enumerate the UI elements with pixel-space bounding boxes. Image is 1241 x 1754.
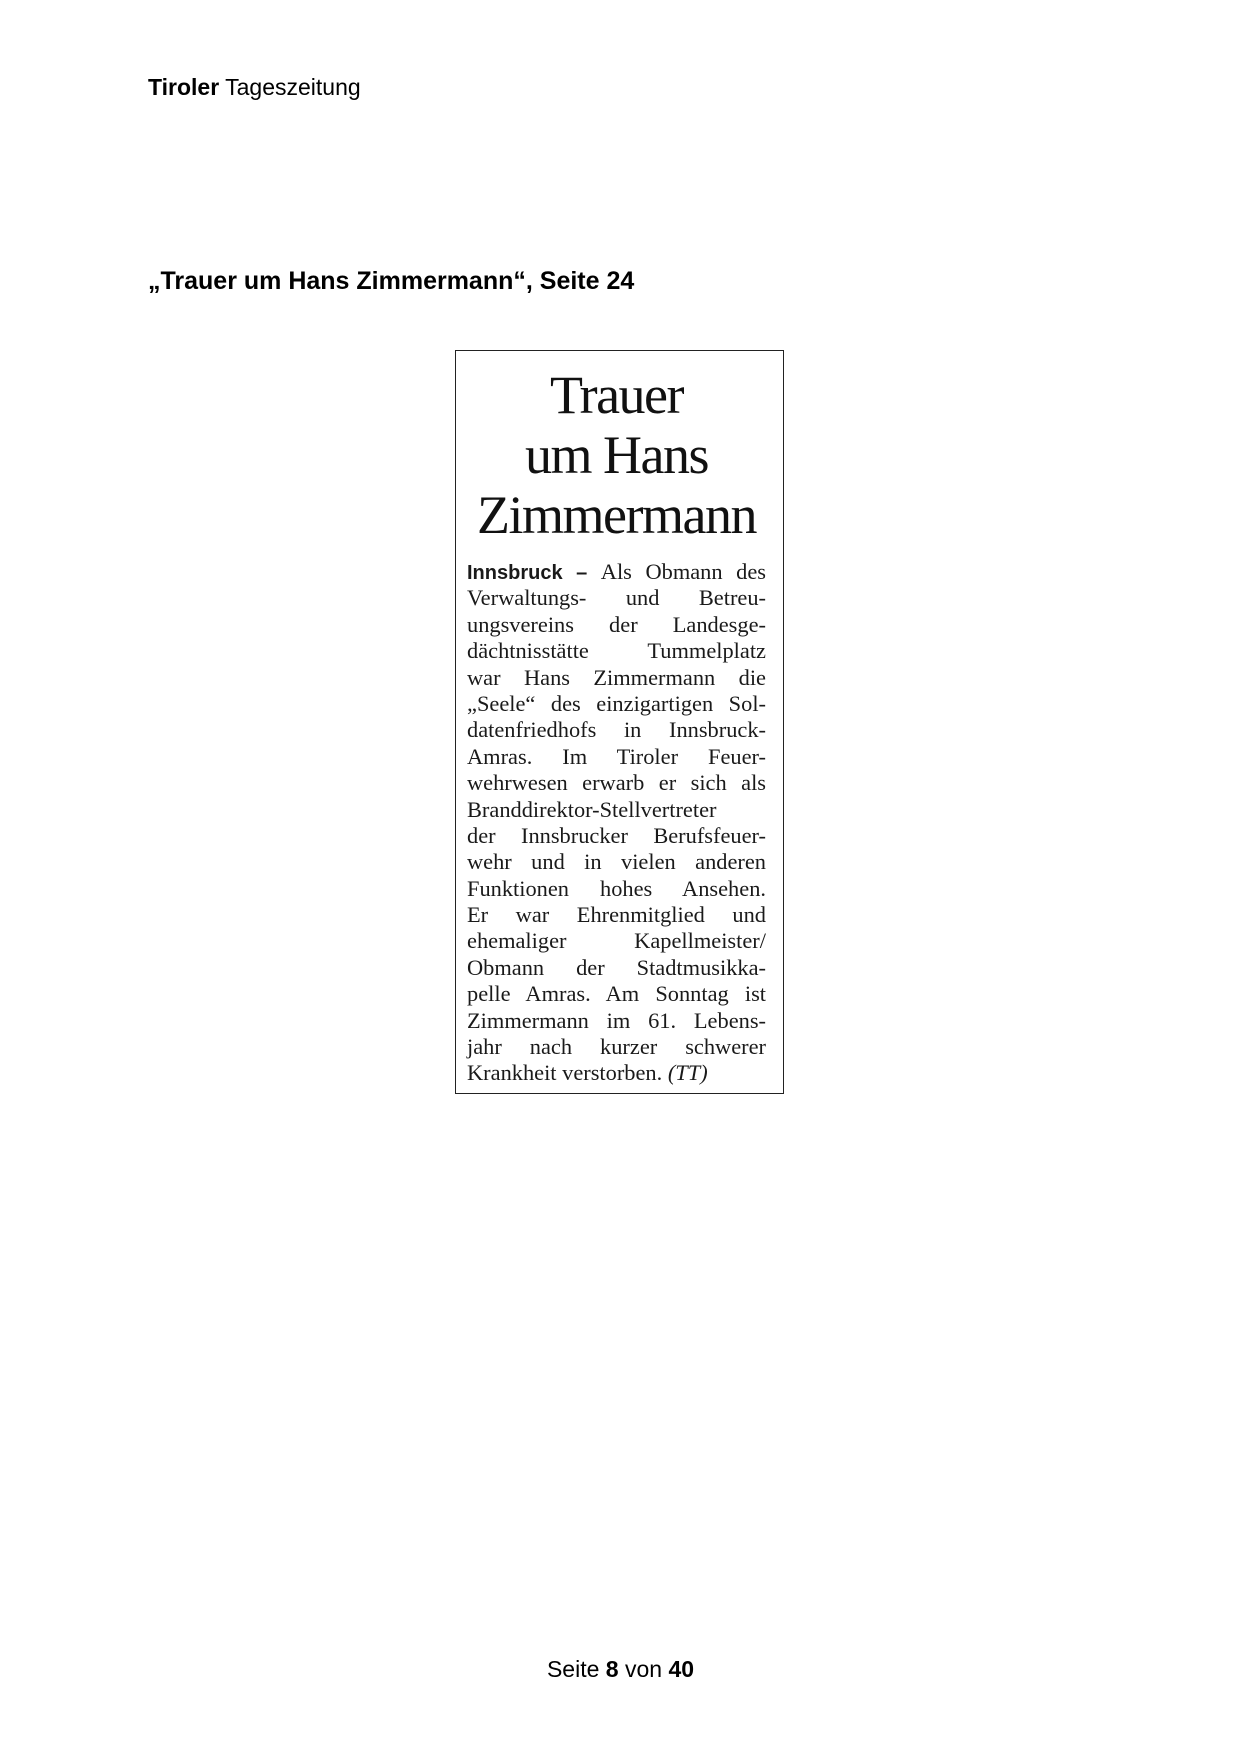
- clipping-title-line: um Hans: [525, 425, 708, 485]
- clipping-body-line: wehr und in vielen anderen: [467, 849, 766, 875]
- publication-header: [148, 72, 361, 102]
- publication-name-rest: Tageszeitung: [225, 74, 361, 100]
- clipping-body-line: Obmann der Stadtmusikka-: [467, 954, 766, 980]
- clipping-body-line: Verwaltungs- und Betreu-: [467, 585, 766, 611]
- publication-name-bold: Tiroler: [148, 74, 220, 100]
- newspaper-clipping: [455, 350, 784, 1094]
- current-page-number: 8: [605, 1656, 619, 1682]
- clipping-body-line: dächtnisstätte Tummelplatz: [467, 638, 766, 664]
- clipping-body-line: pelle Amras. Am Sonntag ist: [467, 981, 766, 1007]
- clipping-body-line: ungsvereins der Landesge-: [467, 611, 766, 637]
- clipping-body-line: [467, 559, 766, 585]
- clipping-body-line: ehemaliger Kapellmeister/: [467, 928, 766, 954]
- clipping-body-text: Als Obmann des: [600, 559, 766, 584]
- clipping-body-line: Er war Ehrenmitglied und: [467, 902, 766, 928]
- footer-middle: von: [618, 1656, 669, 1682]
- clipping-credit: (TT): [667, 1060, 708, 1086]
- clipping-title: [467, 365, 766, 545]
- clipping-body-line: „Seele“ des einzigartigen Sol-: [467, 690, 766, 716]
- clipping-body-line: war Hans Zimmermann die: [467, 664, 766, 690]
- article-heading: „Trauer um Hans Zimmermann“, Seite 24: [148, 267, 635, 295]
- page-footer: [0, 1654, 1241, 1684]
- clipping-body-line: Zimmermann im 61. Lebens-: [467, 1007, 766, 1033]
- total-page-count: 40: [668, 1656, 695, 1682]
- clipping-body-line: wehrwesen erwarb er sich als: [467, 770, 766, 796]
- clipping-body-line: jahr nach kurzer schwerer: [467, 1034, 766, 1060]
- clipping-body-line: [467, 1060, 766, 1086]
- clipping-body-text: Krankheit verstorben.: [467, 1060, 668, 1086]
- clipping-body-line: der Innsbrucker Berufsfeuer-: [467, 822, 766, 848]
- clipping-body-line: Amras. Im Tiroler Feuer-: [467, 743, 766, 769]
- dateline-dash: –: [562, 562, 601, 584]
- footer-prefix: Seite: [546, 1656, 606, 1682]
- clipping-dateline: Innsbruck: [467, 562, 563, 584]
- clipping-body-line: Branddirektor-Stellvertreter: [467, 796, 717, 822]
- clipping-body-line: datenfriedhofs in Innsbruck-: [467, 717, 766, 743]
- clipping-title-line: Trauer: [550, 365, 683, 425]
- clipping-title-line: Zimmermann: [477, 485, 756, 545]
- clipping-body: [467, 559, 766, 1087]
- clipping-body-line: Funktionen hohes Ansehen.: [467, 875, 766, 901]
